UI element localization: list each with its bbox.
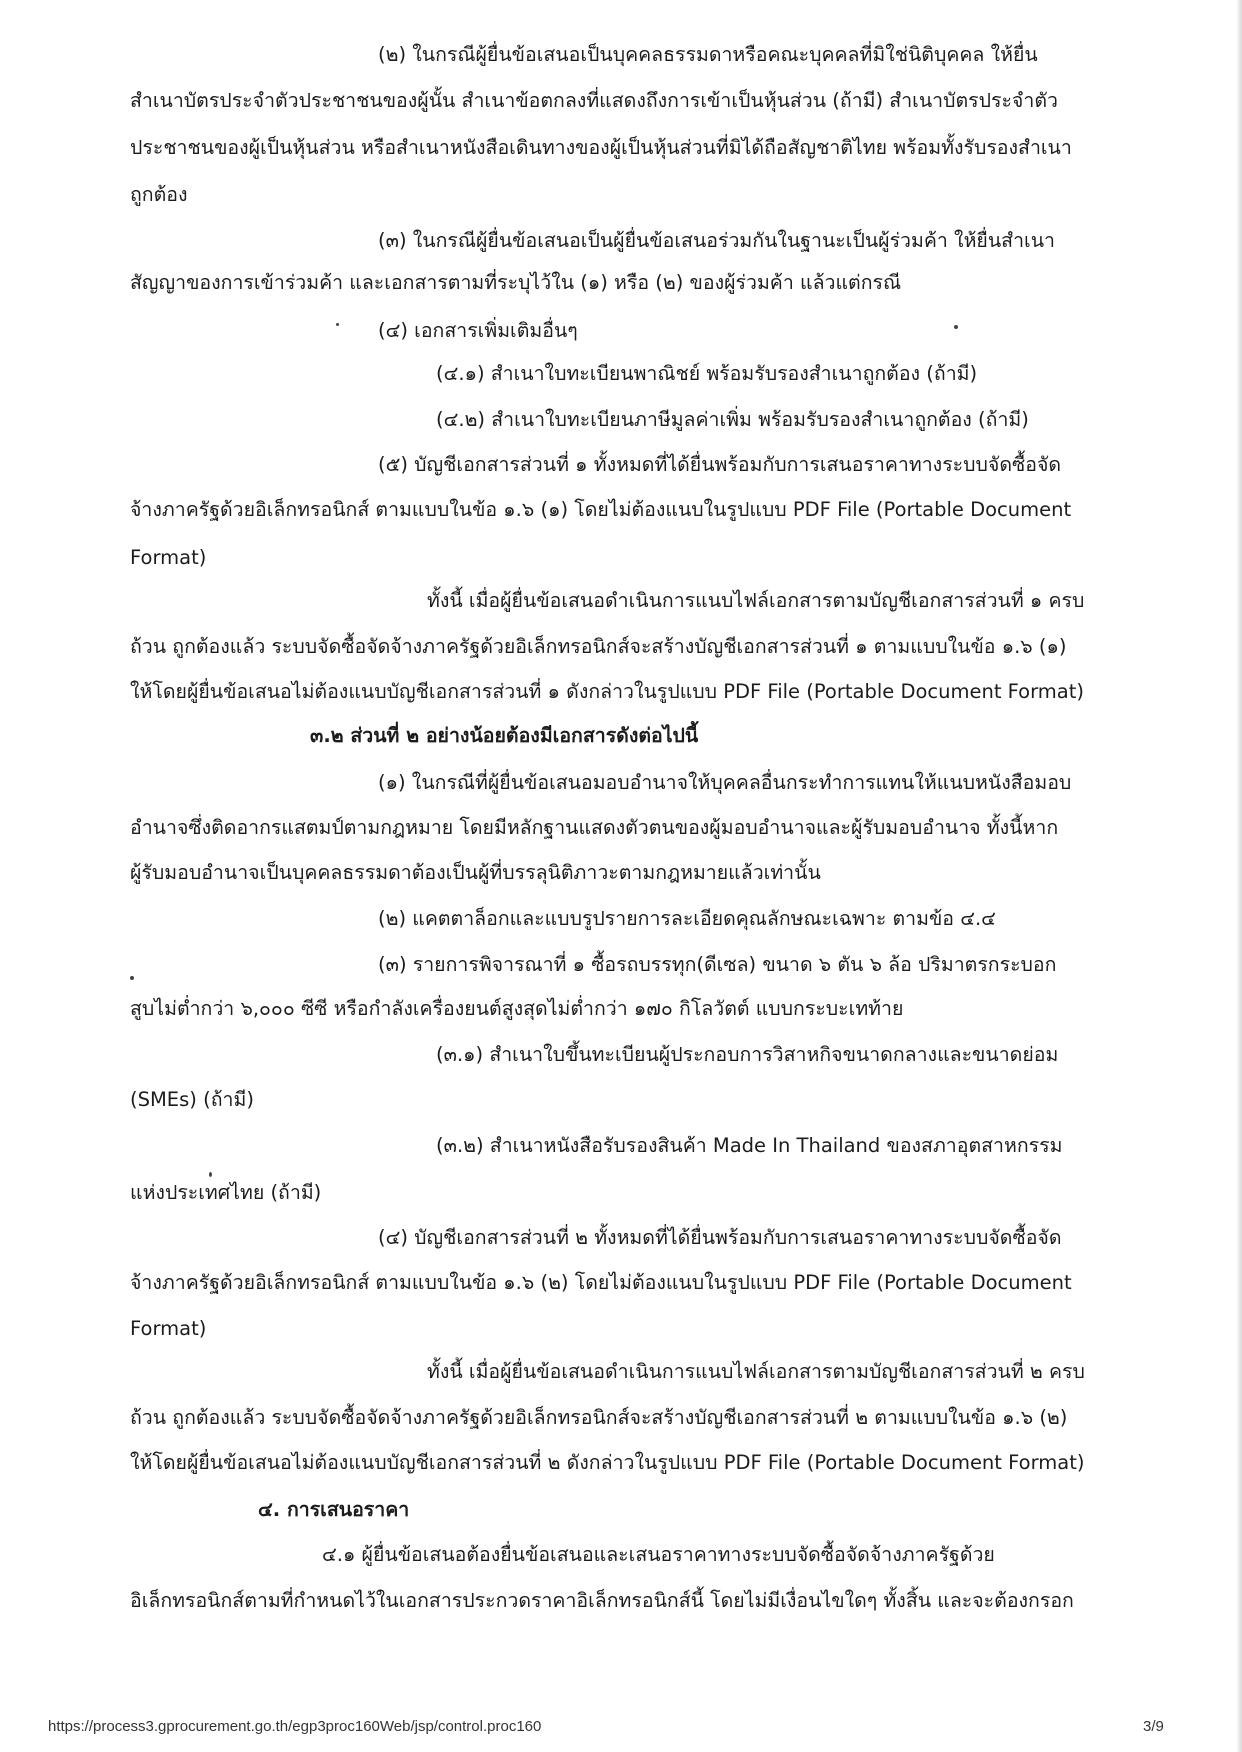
para-line: (๓.๑) สำเนาใบขึ้นทะเบียนผู้ประกอบการวิสาหกิจขนาดกลางและขนาดย่อม bbox=[436, 1043, 1059, 1066]
para-line: สูบไม่ต่ำกว่า ๖,๐๐๐ ซีซี หรือกำลังเครื่องยนต์สูงสุดไม่ต่ำกว่า ๑๗๐ กิโลวัตต์ แบบกระบะเทท้าย bbox=[130, 997, 904, 1020]
footer-url: https://process3.gprocurement.go.th/egp3proc160Web/jsp/control.proc160 bbox=[48, 1718, 542, 1735]
section-heading: ๓.๒ ส่วนที่ ๒ อย่างน้อยต้องมีเอกสารดังต่อไปนี้ bbox=[310, 724, 699, 747]
para-line: (SMEs) (ถ้ามี) bbox=[130, 1088, 254, 1111]
para-line: ให้โดยผู้ยื่นข้อเสนอไม่ต้องแนบบัญชีเอกสารส่วนที่ ๑ ดังกล่าวในรูปแบบ PDF File (Portable Document Format) bbox=[130, 680, 1084, 703]
page-number: 3/9 bbox=[1143, 1718, 1164, 1735]
para-line: แห่งประเทศไทย (ถ้ามี) bbox=[130, 1181, 322, 1204]
para-line: Format) bbox=[130, 546, 207, 569]
para-line: จ้างภาครัฐด้วยอิเล็กทรอนิกส์ ตามแบบในข้อ ๑.๖ (๒) โดยไม่ต้องแนบในรูปแบบ PDF File (Portable Document bbox=[130, 1271, 1072, 1294]
para-line: (๒) ในกรณีผู้ยื่นข้อเสนอเป็นบุคคลธรรมดาหรือคณะบุคคลที่มิใช่นิติบุคคล ให้ยื่น bbox=[378, 43, 1038, 66]
para-line: ประชาชนของผู้เป็นหุ้นส่วน หรือสำเนาหนังสือเดินทางของผู้เป็นหุ้นส่วนที่มิได้ถือสัญชาติไทย พร้อมทั้งรับรองสำเนา bbox=[130, 136, 1072, 159]
para-line: สำเนาบัตรประจำตัวประชาชนของผู้นั้น สำเนาข้อตกลงที่แสดงถึงการเข้าเป็นหุ้นส่วน (ถ้ามี) สำเนาบัตรประจำตัว bbox=[130, 89, 1058, 112]
section-heading: ๔. การเสนอราคา bbox=[258, 1498, 410, 1521]
para-line: ผู้รับมอบอำนาจเป็นบุคคลธรรมดาต้องเป็นผู้ที่บรรลุนิติภาวะตามกฎหมายแล้วเท่านั้น bbox=[130, 861, 821, 884]
para-line: Format) bbox=[130, 1317, 207, 1340]
scan-speck bbox=[336, 323, 339, 326]
para-line: ทั้งนี้ เมื่อผู้ยื่นข้อเสนอดำเนินการแนบไฟล์เอกสารตามบัญชีเอกสารส่วนที่ ๒ ครบ bbox=[427, 1360, 1085, 1383]
para-line: อำนาจซึ่งติดอากรแสตมป์ตามกฎหมาย โดยมีหลักฐานแสดงตัวตนของผู้มอบอำนาจและผู้รับมอบอำนาจ ทั้งนี้หาก bbox=[130, 816, 1059, 839]
para-line: (๔.๑) สำเนาใบทะเบียนพาณิชย์ พร้อมรับรองสำเนาถูกต้อง (ถ้ามี) bbox=[436, 362, 978, 385]
scan-speck bbox=[130, 976, 134, 980]
para-line: (๓) ในกรณีผู้ยื่นข้อเสนอเป็นผู้ยื่นข้อเสนอร่วมกันในฐานะเป็นผู้ร่วมค้า ให้ยื่นสำเนา bbox=[378, 229, 1055, 252]
para-line: สัญญาของการเข้าร่วมค้า และเอกสารตามที่ระบุไว้ใน (๑) หรือ (๒) ของผู้ร่วมค้า แล้วแต่กรณี bbox=[130, 271, 902, 294]
scan-speck bbox=[954, 325, 958, 329]
para-line: อิเล็กทรอนิกส์ตามที่กำหนดไว้ในเอกสารประกวดราคาอิเล็กทรอนิกส์นี้ โดยไม่มีเงื่อนไขใดๆ ทั้งสิ้น และจะต้องกรอก bbox=[130, 1589, 1074, 1612]
para-line: ถ้วน ถูกต้องแล้ว ระบบจัดซื้อจัดจ้างภาครัฐด้วยอิเล็กทรอนิกส์จะสร้างบัญชีเอกสารส่วนที่ ๑ ตามแบบในข้อ ๑.๖ (๑) bbox=[130, 635, 1067, 658]
para-line: ถูกต้อง bbox=[130, 183, 188, 206]
para-line: (๔) เอกสารเพิ่มเติมอื่นๆ bbox=[378, 319, 578, 342]
scan-speck bbox=[209, 1172, 212, 1177]
para-line: ทั้งนี้ เมื่อผู้ยื่นข้อเสนอดำเนินการแนบไฟล์เอกสารตามบัญชีเอกสารส่วนที่ ๑ ครบ bbox=[427, 589, 1085, 612]
para-line: (๔.๒) สำเนาใบทะเบียนภาษีมูลค่าเพิ่ม พร้อมรับรองสำเนาถูกต้อง (ถ้ามี) bbox=[436, 408, 1029, 431]
para-line: ถ้วน ถูกต้องแล้ว ระบบจัดซื้อจัดจ้างภาครัฐด้วยอิเล็กทรอนิกส์จะสร้างบัญชีเอกสารส่วนที่ ๒ ตามแบบในข้อ ๑.๖ (๒) bbox=[130, 1406, 1068, 1429]
para-line: ๔.๑ ผู้ยื่นข้อเสนอต้องยื่นข้อเสนอและเสนอราคาทางระบบจัดซื้อจัดจ้างภาครัฐด้วย bbox=[322, 1543, 995, 1566]
para-line: จ้างภาครัฐด้วยอิเล็กทรอนิกส์ ตามแบบในข้อ ๑.๖ (๑) โดยไม่ต้องแนบในรูปแบบ PDF File (Portable Document bbox=[130, 498, 1072, 521]
para-line: (๒) แคตตาล็อกและแบบรูปรายการละเอียดคุณลักษณะเฉพาะ ตามข้อ ๔.๔ bbox=[378, 907, 996, 930]
para-line: (๔) บัญชีเอกสารส่วนที่ ๒ ทั้งหมดที่ได้ยื่นพร้อมกับการเสนอราคาทางระบบจัดซื้อจัด bbox=[378, 1226, 1062, 1249]
page-edge-shadow bbox=[1236, 0, 1242, 1752]
para-line: (๓.๒) สำเนาหนังสือรับรองสินค้า Made In Thailand ของสภาอุตสาหกรรม bbox=[436, 1134, 1063, 1157]
para-line: ให้โดยผู้ยื่นข้อเสนอไม่ต้องแนบบัญชีเอกสารส่วนที่ ๒ ดังกล่าวในรูปแบบ PDF File (Portable Document Format) bbox=[130, 1451, 1085, 1474]
para-line: (๑) ในกรณีที่ผู้ยื่นข้อเสนอมอบอำนาจให้บุคคลอื่นกระทำการแทนให้แนบหนังสือมอบ bbox=[378, 771, 1072, 794]
para-line: (๓) รายการพิจารณาที่ ๑ ซื้อรถบรรทุก(ดีเซล) ขนาด ๖ ตัน ๖ ล้อ ปริมาตรกระบอก bbox=[378, 953, 1057, 976]
para-line: (๕) บัญชีเอกสารส่วนที่ ๑ ทั้งหมดที่ได้ยื่นพร้อมกับการเสนอราคาทางระบบจัดซื้อจัด bbox=[378, 453, 1062, 476]
